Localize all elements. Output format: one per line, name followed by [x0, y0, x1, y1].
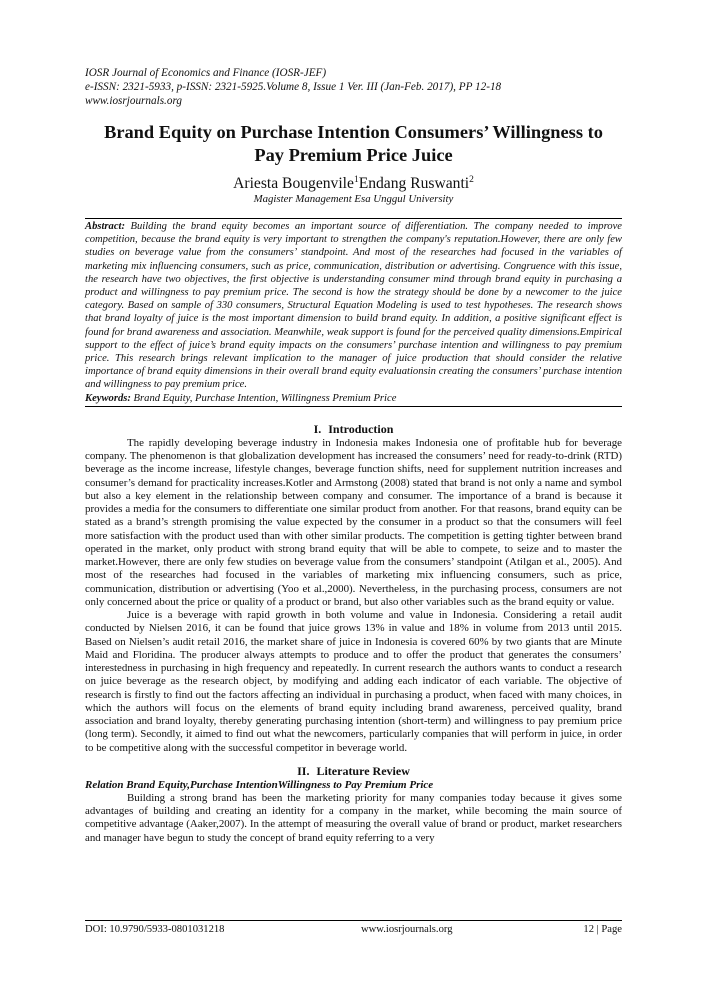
paragraph: The rapidly developing beverage industry in Indonesia makes Indonesia one of profitable hub for beverage company. The phenomenon is that globalization development has increased the consumers’ need for ready-to-drink (RTD) beverage as the income increase, lifestyle changes, beverage function shifts, need for supplement nutrition increases and consumer’s demand for practicality increases.Kotler and Armstong (2008) stated that brand is not only a name and symbol but also a key element in the relationship between company and consumer. The importance of a brand is because it provides a media for the consumers to differentiate one similar product from another. For that reasons, brand equity can be stated as a brand’s strength promising the value expected by the consumer in a product so that the consumers will feel more satisfaction with the product used than with other similar products. The competition is getting tighter between brand operated in the market, only product with strong brand equity that will be able to compete, to seize and to master the market.However, there are only few studies on beverage value from the consumers’ standpoint (Atilgan et al., 2005). And most of the researches had focused in the variables of marketing mix influencing consumers, such as price, communication, distribution or advertising (Yoo et al.,2000). Nevertheless, in the purchasing process, consumers are not only concerned about the price or quality of a product or brand, but also other variables such as the brand equity or value.: [85, 436, 622, 608]
section-number: I.: [313, 421, 322, 436]
abstract-text: Building the brand equity becomes an important source of differentiation. The company needed to improve competition, because the brand equity is very important to strengthen the company's reputation.However, there are only few studies on beverage value from the consumers’ standpoint. And most of the researches had focused in the variables of marketing mix influencing consumers, such as price, communication, distribution or advertising. Congruence with this issue, the research have two objectives, the first objective is understanding consumer mind through brand equity in purchasing a product and willingness to pay premium price. The second is how the strategy should be done by a newcomer to the juice category. Based on sample of 330 consumers, Structural Equation Modeling is used to test hypotheses. The research shows that brand loyalty of juice is the most important dimension to build brand equity. In addition, a positive significant effect is found for brand awareness and association. Meanwhile, weak support is found for the perceived quality dimensions.Empirical support to the effect of juice’s brand equity impacts on the consumers’ purchase intention and willingness to pay premium price. This research brings relevant implication to the manager of juice production that should consider the relative importance of brand equity dimensions in their overall brand equity evaluationsin creating the consumers’ purchase intention and willingness to pay premium price.: [85, 221, 622, 391]
section-title: Literature Review: [316, 763, 410, 778]
section-title: Introduction: [328, 421, 394, 436]
keywords-text: Brand Equity, Purchase Intention, Willingness Premium Price: [130, 392, 397, 404]
literature-review-body: [85, 792, 622, 845]
journal-website: www.iosrjournals.org: [85, 95, 182, 107]
footer-page-number: 12 | Page: [583, 924, 622, 935]
journal-issn-volume: e-ISSN: 2321-5933, p-ISSN: 2321-5925.Volume 8, Issue 1 Ver. III (Jan-Feb. 2017), PP 12-18: [85, 81, 502, 93]
page-footer: [85, 920, 622, 935]
keywords: [85, 392, 622, 406]
author-affiliation-mark: 2: [469, 175, 474, 185]
abstract-label: Abstract:: [85, 221, 126, 232]
section-heading-introduction: [85, 422, 622, 437]
abstract-bottom-rule: [85, 406, 622, 407]
author-affiliation: Magister Management Esa Unggul University: [253, 193, 454, 205]
abstract: [85, 219, 622, 392]
author-name: Ariesta Bougenvile: [233, 175, 354, 192]
paper-title: [85, 121, 622, 167]
introduction-body: [85, 437, 622, 755]
keywords-label: Keywords:: [85, 392, 131, 404]
journal-header: [85, 66, 622, 108]
footer-website: www.iosrjournals.org: [361, 924, 453, 935]
paragraph: Building a strong brand has been the marketing priority for many companies today because it gives some advantages of building and creating an identity for a company in the market, while becoming the main source of competitive advantage (Aaker,2007). In the attempt of measuring the overall value of brand or product, market researchers and manager have begun to study the concept of brand equity referring to a very: [85, 791, 622, 844]
author-list: [85, 174, 622, 193]
section-heading-literature-review: [85, 764, 622, 779]
journal-name: IOSR Journal of Economics and Finance (IOSR-JEF): [85, 67, 327, 79]
paragraph: Juice is a beverage with rapid growth in both volume and value in Indonesia. Considering a retail audit conducted by Nielsen 2016, it can be found that juice grows 13% in value and 18% in volume from 2013 until 2015. Based on Nielsen’s audit retail 2016, the market share of juice in Indonesia is covered 60% by two giants that are Minute Maid and Floridina. The producer always attempts to produce and to offer the product that generates the consumers’ interestedness in purchasing in high frequency and repeatedly. In current research the authors wants to conduct a research on juice beverage as the research object, by modifying and adding each indicator of each variable. The objective of research is firstly to find out the factors affecting an individual in purchasing a product, when faced with many choices, in which the authors will focus on the elements of brand equity including brand awareness, perceived quality, brand association and brand loyalty, thereby generating purchasing intention (short-term) and willingness to pay premium price (long term). Secondly, it aimed to find out what the newcomers, particularly companies that will perform in juice, in order to be competitive along with the successful competitor in beverage world.: [85, 609, 622, 754]
paper-title-line-2: Pay Premium Price Juice: [254, 145, 453, 165]
page-content: [85, 66, 622, 845]
author-affiliation-mark: 1: [353, 175, 359, 185]
author-name: Endang Ruswanti: [358, 175, 470, 192]
subsection-heading: Relation Brand Equity,Purchase IntentionWillingness to Pay Premium Price: [85, 778, 434, 791]
footer-doi: DOI: 10.9790/5933-0801031218: [85, 924, 225, 935]
paper-title-line-1: Brand Equity on Purchase Intention Consumers’ Willingness to: [104, 122, 603, 142]
section-number: II.: [297, 763, 310, 778]
